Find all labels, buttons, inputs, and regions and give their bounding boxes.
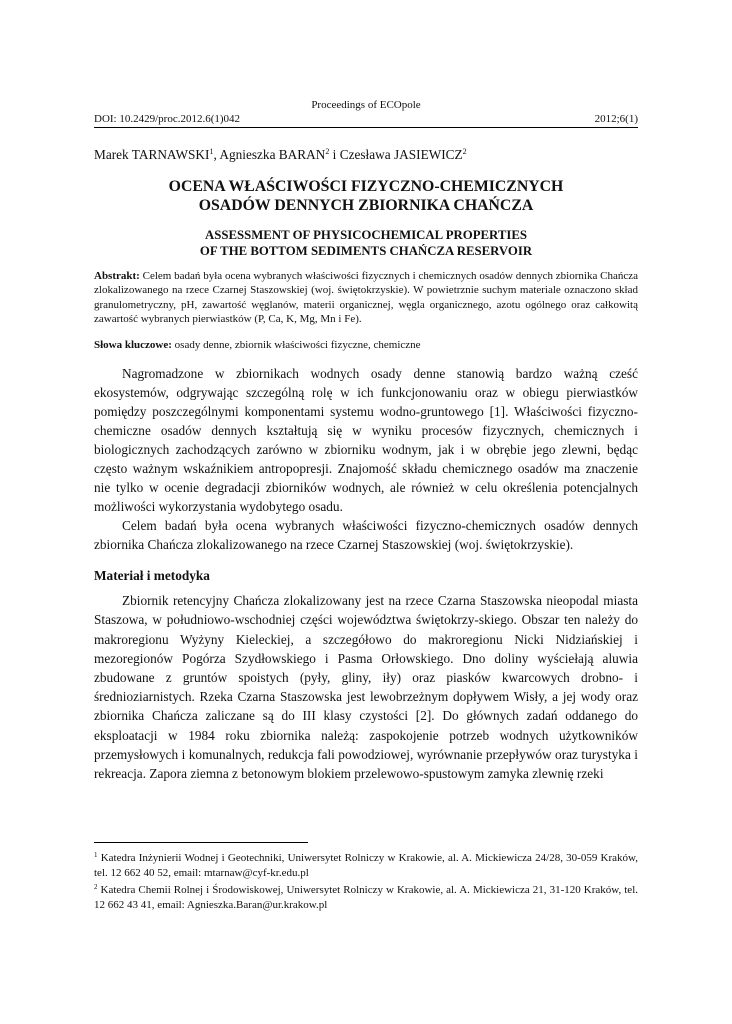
title-polish-line-2: OSADÓW DENNYCH ZBIORNIKA CHAŃCZA — [198, 197, 534, 214]
author-2: Agnieszka BARAN — [219, 147, 326, 162]
footnote-2-marker: 2 — [94, 883, 98, 891]
abstract-text: Celem badań była ocena wybranych właściwości fizycznych i chemicznych osadów dennych zbiornika Chańcza zlokalizowanego na rzece Czarnej Staszowskiej (woj. świętokrzyskie). W powietrznie suchym materiale oznaczono skład granulometryczny, pH, zawartość węglanów, materii organicznej, węgla organicznego, azotu ogólnego oraz całkowitą zawartość wybranych pierwiastków (P, Ca, K, Mg, Mn i Fe). — [94, 270, 638, 325]
methods-paragraph-1: Zbiornik retencyjny Chańcza zlokalizowany jest na rzece Czarna Staszowska nieopodal miasta Staszowa, w południowo-wschodniej części województwa świętokrzy-skiego. Obszar ten należy do makroregionu Wyżyny Kieleckiej, a szczegółowo do makroregionu Nicki Nidziańskiej i mezoregionów Pogórza Szydłowskiego i Pasma Orłowskiego. Dno doliny wyściełają aluwia zbudowane z gruntów spoistych (pyły, gliny, iły) oraz piasków kwarcowych drobno- i średnioziarnistych. Rzeka Czarna Staszowska jest lewobrzeżnym dopływem Wisły, a jej wody oraz zbiornika Chańcza zaliczane są do III klasy czystości [2]. Do głównych zadań oddanego do eksploatacji w 1984 roku zbiornika należą: zaspokojenie potrzeb wodnych użytkowników przemysłowych i komunalnych, redukcja fali powodziowej, wyrównanie przepływów oraz turystyka i rekreacja. Zapora ziemna z betonowym blokiem przelewowo-spustowym zamyka zlewnię rzeki — [94, 593, 638, 782]
footnote-divider — [94, 842, 308, 843]
footnotes — [94, 848, 638, 912]
author-2-affiliation: 2 — [325, 147, 330, 156]
author-list — [94, 144, 638, 163]
title-english — [94, 227, 638, 259]
author-1-affiliation: 1 — [209, 147, 214, 156]
intro-paragraph-1: Nagromadzone w zbiornikach wodnych osady denne stanowią bardzo ważną cześć ekosystemów, odgrywając szczególną rolę w ich funkcjonowaniu oraz w obiegu pierwiastków pomiędzy poszczególnymi komponentami systemu wodno-gruntowego [1]. Właściwości fizyczno-chemiczne osadów dennych kształtują się w wyniku procesów fizycznych, chemicznych i biologicznych zachodzących zarówno w zbiorniku wodnym, jak i w obrębie jego zlewni, będąc często ważnym wskaźnikiem antropopresji. Znajomość składu chemicznego osadów ma znaczenie nie tylko w ocenie degradacji zbiorników wodnych, ale również w celu określenia potencjalnych możliwości wykorzystania wydobytego osadu. — [94, 366, 638, 515]
footnote-1-marker: 1 — [94, 851, 98, 859]
footnote-2-text: Katedra Chemii Rolnej i Środowiskowej, Uniwersytet Rolniczy w Krakowie, al. A. Mickiewicza 21, 31-120 Kraków, tel. 12 662 43 41, email: Agnieszka.Baran@ur.krakow.pl — [94, 884, 638, 911]
footnote-1-text: Katedra Inżynierii Wodnej i Geotechniki, Uniwersytet Rolniczy w Krakowie, al. A. Mickiewicza 24/28, 30-059 Kraków, tel. 12 662 40 52, email: mtarnaw@cyf-kr.edu.pl — [94, 852, 638, 879]
doi-line — [94, 112, 638, 128]
author-separator: , — [213, 147, 220, 162]
title-english-line-2: OF THE BOTTOM SEDIMENTS CHAŃCZA RESERVOIR — [199, 244, 533, 258]
introduction — [94, 364, 638, 554]
footnote-2 — [94, 880, 638, 912]
section-heading-methods: Materiał i metodyka — [94, 568, 210, 584]
keywords — [94, 338, 638, 352]
keywords-label: Słowa kluczowe: — [94, 339, 172, 352]
author-separator: i — [329, 147, 340, 162]
footnote-1 — [94, 848, 638, 880]
keywords-text: osady denne, zbiornik właściwości fizyczne, chemiczne — [171, 339, 421, 352]
title-polish-line-1: OCENA WŁAŚCIWOŚCI FIZYCZNO-CHEMICZNYCH — [168, 178, 564, 195]
abstract — [94, 269, 638, 326]
intro-paragraph-2: Celem badań była ocena wybranych właściwości fizyczno-chemicznych osadów dennych zbiornika Chańcza zlokalizowanego na rzece Czarnej Staszowskiej (woj. świętokrzyskie). — [94, 518, 638, 553]
methods-section — [94, 591, 638, 783]
doi: DOI: 10.2429/proc.2012.6(1)042 — [94, 113, 241, 125]
author-1: Marek TARNAWSKI — [94, 147, 210, 162]
author-3: Czesława JASIEWICZ — [339, 147, 463, 162]
volume-issue: 2012;6(1) — [594, 113, 638, 125]
journal-name: Proceedings of ECOpole — [311, 99, 421, 111]
title-polish — [94, 177, 638, 215]
paper-page — [94, 98, 638, 783]
abstract-label: Abstrakt: — [94, 270, 140, 282]
author-3-affiliation: 2 — [462, 147, 467, 156]
title-english-line-1: ASSESSMENT OF PHYSICOCHEMICAL PROPERTIES — [204, 228, 528, 242]
